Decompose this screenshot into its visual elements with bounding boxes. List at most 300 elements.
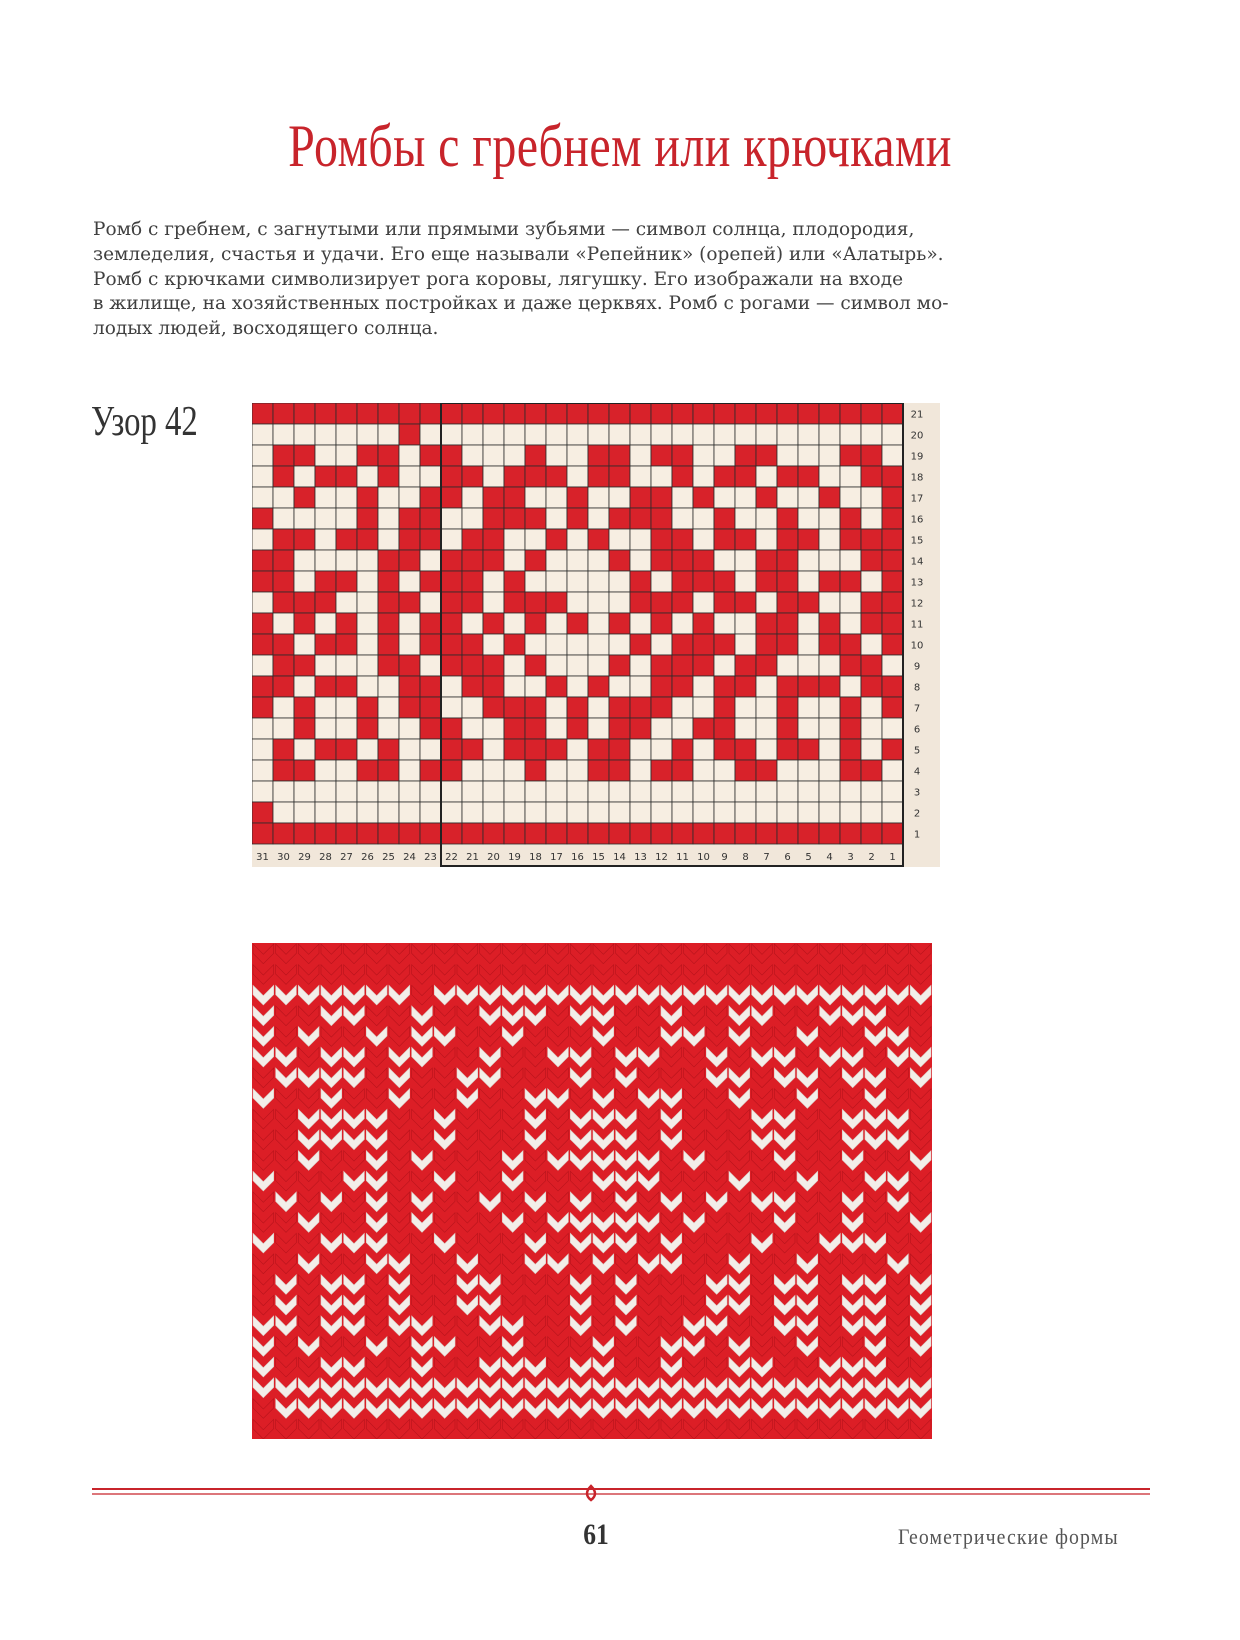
chart-cell	[882, 592, 903, 613]
chart-cell	[714, 802, 735, 823]
chart-cell	[252, 424, 273, 445]
chart-cell	[777, 445, 798, 466]
chart-cell	[336, 508, 357, 529]
chart-cell	[588, 571, 609, 592]
chart-cell	[798, 466, 819, 487]
column-number: 14	[613, 852, 626, 863]
chart-cell	[357, 529, 378, 550]
column-number: 9	[721, 852, 728, 863]
chart-cell	[882, 571, 903, 592]
chart-cell	[525, 697, 546, 718]
column-number: 11	[676, 852, 689, 863]
chart-cell	[861, 739, 882, 760]
row-number: 21	[910, 409, 924, 421]
chart-cell	[672, 634, 693, 655]
chart-cell	[483, 697, 504, 718]
chart-cell	[840, 508, 861, 529]
chart-cell	[441, 466, 462, 487]
chart-cell	[840, 403, 861, 424]
chart-cell	[609, 592, 630, 613]
chart-cell	[693, 823, 714, 844]
chart-cell	[420, 676, 441, 697]
chart-cell	[315, 634, 336, 655]
chart-cell	[630, 550, 651, 571]
column-number: 1	[889, 852, 896, 863]
chart-cell	[588, 487, 609, 508]
chart-cell	[777, 592, 798, 613]
chart-cell	[546, 466, 567, 487]
chart-cell	[630, 655, 651, 676]
chart-cell	[756, 739, 777, 760]
chart-cell	[504, 823, 525, 844]
chart-cell	[525, 613, 546, 634]
chart-cell	[357, 424, 378, 445]
chart-cell	[483, 592, 504, 613]
chart-cell	[483, 508, 504, 529]
chart-cell	[819, 445, 840, 466]
chart-cell	[651, 487, 672, 508]
knitted-sample-image	[252, 943, 932, 1439]
chart-cell	[756, 676, 777, 697]
chart-cell	[693, 739, 714, 760]
chart-cell	[735, 676, 756, 697]
chart-cell	[441, 655, 462, 676]
row-number: 14	[910, 556, 924, 568]
chart-cell	[588, 760, 609, 781]
chart-cell	[294, 697, 315, 718]
chart-cell	[252, 403, 273, 424]
chart-cell	[567, 508, 588, 529]
chart-cell	[483, 760, 504, 781]
chart-cell	[483, 550, 504, 571]
chart-cell	[504, 571, 525, 592]
chart-cell	[462, 718, 483, 739]
chart-cell	[378, 592, 399, 613]
chart-cell	[819, 592, 840, 613]
chart-cell	[882, 424, 903, 445]
chart-cell	[840, 655, 861, 676]
chart-cell	[273, 739, 294, 760]
chart-cell	[378, 634, 399, 655]
chart-cell	[819, 550, 840, 571]
chart-cell	[693, 592, 714, 613]
chart-cell	[714, 466, 735, 487]
chart-cell	[798, 445, 819, 466]
row-number: 4	[913, 766, 921, 778]
chart-cell	[630, 823, 651, 844]
chart-cell	[798, 508, 819, 529]
chart-cell	[420, 550, 441, 571]
chart-cell	[378, 403, 399, 424]
chart-cell	[420, 403, 441, 424]
chart-cell	[399, 613, 420, 634]
chart-cell	[819, 823, 840, 844]
chart-cell	[525, 718, 546, 739]
chart-cell	[336, 676, 357, 697]
chart-cell	[714, 697, 735, 718]
chart-cell	[525, 760, 546, 781]
chart-cell	[840, 529, 861, 550]
chart-cell	[861, 403, 882, 424]
chart-cell	[357, 676, 378, 697]
chart-cell	[588, 592, 609, 613]
chart-cell	[693, 802, 714, 823]
chart-cell	[294, 634, 315, 655]
chart-cell	[567, 445, 588, 466]
chart-cell	[714, 508, 735, 529]
chart-cell	[336, 487, 357, 508]
column-number: 4	[826, 852, 833, 863]
chart-cell	[483, 634, 504, 655]
chart-cell	[798, 634, 819, 655]
chart-cell	[567, 550, 588, 571]
chart-cell	[882, 718, 903, 739]
chart-cell	[294, 529, 315, 550]
chart-cell	[357, 781, 378, 802]
chart-cell	[798, 403, 819, 424]
chart-cell	[819, 802, 840, 823]
chart-cell	[777, 760, 798, 781]
chart-cell	[336, 403, 357, 424]
chart-cell	[399, 802, 420, 823]
chart-cell	[504, 529, 525, 550]
chart-cell	[714, 529, 735, 550]
chart-cell	[357, 760, 378, 781]
chart-cell	[777, 718, 798, 739]
chart-cell	[651, 760, 672, 781]
chart-cell	[588, 823, 609, 844]
chart-cell	[504, 655, 525, 676]
chart-cell	[798, 739, 819, 760]
chart-cell	[714, 445, 735, 466]
chart-cell	[441, 613, 462, 634]
chart-cell	[252, 550, 273, 571]
chart-cell	[315, 760, 336, 781]
chart-cell	[840, 739, 861, 760]
chart-cell	[378, 508, 399, 529]
chart-cell	[546, 487, 567, 508]
chart-cell	[462, 508, 483, 529]
chart-cell	[441, 760, 462, 781]
column-number: 28	[319, 852, 332, 863]
chart-cell	[777, 424, 798, 445]
column-number: 8	[742, 852, 749, 863]
chart-cell	[315, 424, 336, 445]
chart-cell	[735, 781, 756, 802]
chart-cell	[735, 697, 756, 718]
chart-cell	[651, 718, 672, 739]
chart-cell	[567, 802, 588, 823]
chart-cell	[861, 634, 882, 655]
chart-cell	[399, 529, 420, 550]
chart-cell	[630, 529, 651, 550]
chart-cell	[567, 718, 588, 739]
chart-cell	[357, 634, 378, 655]
chart-cell	[399, 676, 420, 697]
chart-cell	[609, 508, 630, 529]
chart-cell	[630, 403, 651, 424]
chart-cell	[840, 613, 861, 634]
chart-cell	[252, 760, 273, 781]
chart-cell	[420, 466, 441, 487]
chart-cell	[294, 802, 315, 823]
chart-cell	[735, 550, 756, 571]
chart-cell	[546, 802, 567, 823]
row-number: 20	[910, 430, 924, 442]
row-number: 3	[913, 787, 921, 799]
chart-cell	[819, 760, 840, 781]
chart-cell	[651, 403, 672, 424]
chart-cell	[861, 550, 882, 571]
chart-cell	[546, 718, 567, 739]
chart-cell	[273, 550, 294, 571]
chart-cell	[735, 508, 756, 529]
chart-cell	[819, 508, 840, 529]
chart-cell	[399, 403, 420, 424]
chart-cell	[315, 487, 336, 508]
chart-cell	[735, 424, 756, 445]
chart-cell	[483, 466, 504, 487]
chart-cell	[588, 739, 609, 760]
chart-cell	[588, 445, 609, 466]
chart-cell	[420, 760, 441, 781]
chart-cell	[315, 697, 336, 718]
chart-cell	[294, 760, 315, 781]
chart-cell	[819, 697, 840, 718]
chart-cell	[798, 655, 819, 676]
chart-cell	[798, 718, 819, 739]
chart-cell	[819, 676, 840, 697]
chart-cell	[819, 571, 840, 592]
chart-cell	[483, 529, 504, 550]
chart-cell	[357, 718, 378, 739]
chart-cell	[525, 634, 546, 655]
chart-cell	[252, 781, 273, 802]
chart-cell	[861, 676, 882, 697]
chart-cell	[756, 634, 777, 655]
chart-cell	[441, 592, 462, 613]
chart-cell	[399, 592, 420, 613]
column-number: 13	[634, 852, 647, 863]
chart-cell	[588, 718, 609, 739]
chart-cell	[651, 739, 672, 760]
chart-cell	[735, 802, 756, 823]
chart-cell	[609, 697, 630, 718]
chart-cell	[462, 613, 483, 634]
chart-cell	[798, 592, 819, 613]
chart-cell	[840, 718, 861, 739]
chart-cell	[252, 529, 273, 550]
chart-cell	[567, 424, 588, 445]
chart-cell	[525, 550, 546, 571]
chart-cell	[630, 424, 651, 445]
chart-cell	[630, 802, 651, 823]
row-number: 12	[910, 598, 924, 610]
chart-cell	[378, 529, 399, 550]
chart-cell	[420, 445, 441, 466]
chart-cell	[504, 487, 525, 508]
chart-cell	[756, 466, 777, 487]
chart-cell	[567, 823, 588, 844]
chart-cell	[609, 739, 630, 760]
chart-cell	[819, 655, 840, 676]
chart-cell	[399, 739, 420, 760]
chart-cell	[588, 424, 609, 445]
chart-cell	[777, 823, 798, 844]
chart-cell	[399, 571, 420, 592]
chart-cell	[378, 697, 399, 718]
chart-cell	[609, 823, 630, 844]
chart-cell	[609, 634, 630, 655]
chart-cell	[756, 802, 777, 823]
chart-cell	[525, 445, 546, 466]
chart-cell	[861, 655, 882, 676]
chart-cell	[378, 739, 399, 760]
chart-cell	[294, 823, 315, 844]
chart-cell	[504, 592, 525, 613]
chart-cell	[735, 403, 756, 424]
chart-cell	[651, 697, 672, 718]
chart-cell	[546, 445, 567, 466]
chart-cell	[420, 781, 441, 802]
column-number: 5	[805, 852, 812, 863]
chart-cell	[294, 676, 315, 697]
chart-cell	[756, 571, 777, 592]
chart-cell	[630, 508, 651, 529]
chart-cell	[693, 487, 714, 508]
chart-cell	[588, 613, 609, 634]
chart-cell	[756, 718, 777, 739]
chart-cell	[525, 655, 546, 676]
chart-cell	[840, 802, 861, 823]
column-number: 25	[382, 852, 395, 863]
chart-cell	[462, 487, 483, 508]
chart-cell	[420, 613, 441, 634]
chart-cell	[420, 529, 441, 550]
column-number: 2	[868, 852, 875, 863]
chart-cell	[882, 823, 903, 844]
chart-cell	[567, 781, 588, 802]
chart-cell	[714, 718, 735, 739]
chart-cell	[420, 592, 441, 613]
chart-cell	[462, 781, 483, 802]
chart-cell	[777, 802, 798, 823]
chart-cell	[777, 487, 798, 508]
chart-cell	[462, 529, 483, 550]
chart-cell	[756, 781, 777, 802]
chart-cell	[567, 592, 588, 613]
chart-cell	[609, 550, 630, 571]
chart-cell	[525, 676, 546, 697]
chart-cell	[609, 802, 630, 823]
chart-cell	[777, 655, 798, 676]
chart-cell	[756, 508, 777, 529]
chart-cell	[630, 634, 651, 655]
chart-cell	[546, 760, 567, 781]
chart-cell	[315, 676, 336, 697]
chart-cell	[756, 823, 777, 844]
chart-cell	[294, 466, 315, 487]
chart-cell	[798, 697, 819, 718]
chart-cell	[399, 424, 420, 445]
column-number: 16	[571, 852, 584, 863]
chart-cell	[609, 676, 630, 697]
chart-cell	[672, 718, 693, 739]
chart-cell	[756, 697, 777, 718]
chart-cell	[525, 571, 546, 592]
chart-cell	[483, 823, 504, 844]
row-number: 6	[913, 724, 921, 736]
chart-cell	[399, 655, 420, 676]
chart-cell	[588, 550, 609, 571]
chart-cell	[336, 550, 357, 571]
chart-cell	[735, 655, 756, 676]
chart-cell	[294, 613, 315, 634]
chart-cell	[567, 403, 588, 424]
knitted-sample-photo	[252, 943, 932, 1439]
chart-cell	[462, 634, 483, 655]
chart-cell	[672, 655, 693, 676]
chart-cell	[294, 508, 315, 529]
chart-cell	[294, 718, 315, 739]
chart-cell	[420, 823, 441, 844]
chart-cell	[567, 697, 588, 718]
chart-cell	[672, 823, 693, 844]
chart-cell	[315, 718, 336, 739]
chart-cell	[357, 802, 378, 823]
chart-cell	[504, 739, 525, 760]
chart-cell	[441, 634, 462, 655]
chart-cell	[525, 592, 546, 613]
chart-cell	[357, 823, 378, 844]
chart-cell	[882, 613, 903, 634]
chart-cell	[651, 592, 672, 613]
chart-cell	[630, 739, 651, 760]
column-number: 30	[277, 852, 290, 863]
chart-cell	[714, 676, 735, 697]
chart-cell	[378, 823, 399, 844]
chart-cell	[378, 445, 399, 466]
chart-cell	[252, 445, 273, 466]
chart-cell	[252, 697, 273, 718]
chart-cell	[630, 718, 651, 739]
chart-cell	[294, 592, 315, 613]
chart-cell	[882, 655, 903, 676]
chart-cell	[651, 529, 672, 550]
chart-cell	[567, 739, 588, 760]
chart-cell	[840, 487, 861, 508]
chart-cell	[609, 445, 630, 466]
chart-cell	[378, 550, 399, 571]
chart-cell	[525, 403, 546, 424]
chart-cell	[294, 487, 315, 508]
chart-cell	[714, 655, 735, 676]
chart-cell	[819, 466, 840, 487]
chart-cell	[609, 466, 630, 487]
chart-cell	[294, 655, 315, 676]
chart-cell	[777, 529, 798, 550]
chart-cell	[861, 760, 882, 781]
chart-cell	[399, 634, 420, 655]
chart-cell	[777, 466, 798, 487]
chart-cell	[672, 697, 693, 718]
chart-cell	[651, 781, 672, 802]
chart-cell	[315, 445, 336, 466]
chart-cell	[546, 571, 567, 592]
chart-cell	[504, 508, 525, 529]
chart-cell	[252, 592, 273, 613]
chart-cell	[420, 802, 441, 823]
